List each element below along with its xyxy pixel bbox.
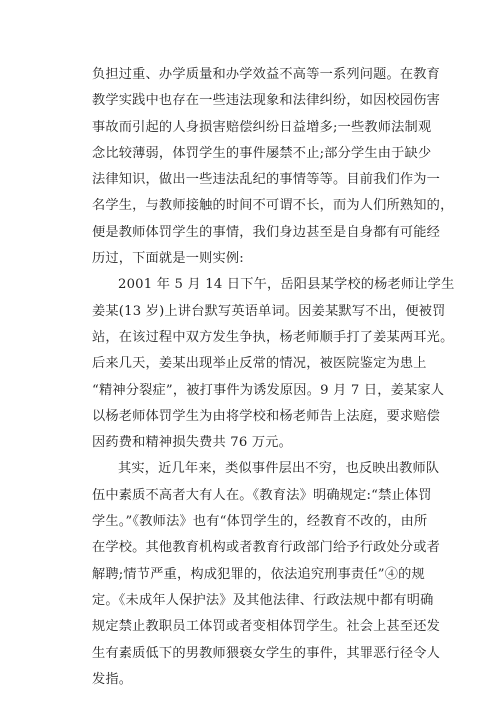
- text-line: 后来几天，姜某出现举止反常的情况，被医院鉴定为患上: [92, 356, 427, 372]
- text-line: 法律知识，做出一些违法乱纪的事情等等。目前我们作为一: [92, 172, 441, 188]
- text-line: 名学生，与教师接触的时间不可谓不长，而为人们所熟知的，: [92, 198, 454, 214]
- text-line: 念比较薄弱，体罚学生的事件屡禁不止;部分学生由于缺少: [92, 145, 432, 161]
- text-line: 历过，下面就是一则实例:: [92, 251, 244, 267]
- text-line: 发指。: [92, 671, 133, 687]
- text-line: 规定禁止教职员工体罚或者变相体罚学生。社会上甚至还发: [92, 619, 441, 635]
- text-line: 事故而引起的人身损害赔偿纠纷日益增多;一些教师法制观: [92, 119, 432, 135]
- text-line: 姜某(13 岁)上讲台默写英语单词。因姜某默写不出，便被罚: [92, 303, 446, 319]
- text-line: 定。《未成年人保护法》及其他法律、行政法规中都有明确: [92, 592, 434, 608]
- paragraph-start-line: 2001 年 5 月 14 日下午，岳阳县某学校的杨老师让学生: [118, 277, 455, 293]
- text-line: 解聘;情节严重，构成犯罪的，依法追究刑事责任”④的规: [92, 566, 425, 582]
- text-line: 以杨老师体罚学生为由将学校和杨老师告上法庭，要求赔偿: [92, 408, 441, 424]
- text-line: 站，在该过程中双方发生争执，杨老师顺手打了姜某两耳光。: [92, 329, 454, 345]
- text-line: 伍中素质不高者大有人在。《教育法》明确规定:“禁止体罚: [92, 487, 432, 503]
- text-line: 因药费和精神损失费共 76 万元。: [92, 435, 293, 451]
- text-line: 在学校。其他教育机构或者教育行政部门给予行政处分或者: [92, 540, 441, 556]
- text-line: 教学实践中也存在一些违法现象和法律纠纷，如因校园伤害: [92, 93, 441, 109]
- body-text: [92, 62, 455, 693]
- text-line: 便是教师体罚学生的事情，我们身边甚至是自身都有可能经: [92, 224, 441, 240]
- text-line: 负担过重、办学质量和办学效益不高等一系列问题。在教育: [92, 67, 441, 82]
- text-line: 生有素质低下的男教师猥亵女学生的事件，其罪恶行径令人: [92, 645, 441, 661]
- paragraph-start-line: 其实，近几年来，类似事件层出不穷，也反映出教师队: [118, 461, 440, 477]
- text-line: 学生。”《教师法》也有“体罚学生的，经教育不改的，由所: [92, 514, 428, 530]
- text-line: “精神分裂症”，被打事件为诱发原因。9 月 7 日，姜某家人: [92, 382, 445, 398]
